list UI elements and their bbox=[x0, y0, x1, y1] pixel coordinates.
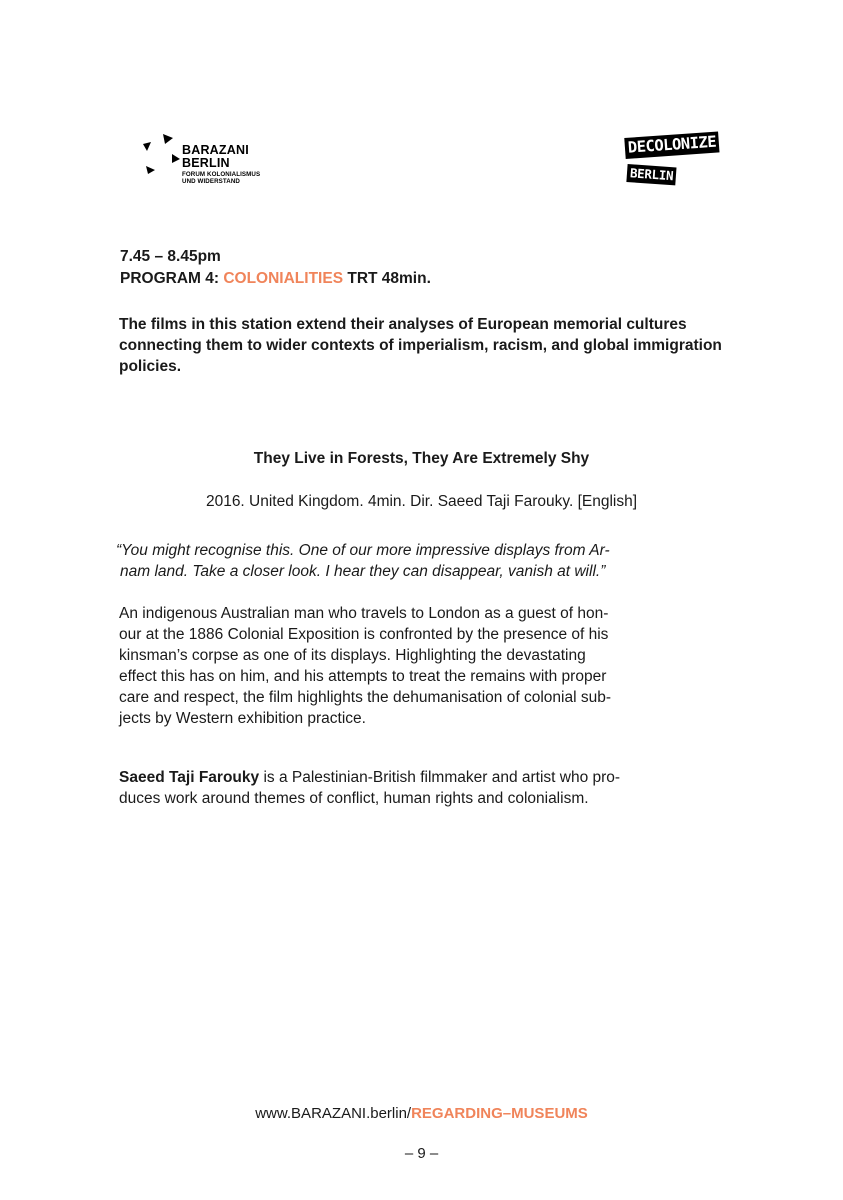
synopsis-line: jects by Western exhibition practice. bbox=[119, 710, 366, 727]
director-name: Saeed Taji Farouky bbox=[119, 769, 260, 786]
bio-text: is a Palestinian-British filmmaker and artist who pro- bbox=[259, 769, 621, 786]
logo-line-berlin: BERLIN bbox=[182, 156, 230, 170]
director-bio bbox=[119, 767, 729, 809]
synopsis-line: effect this has on him, and his attempts to treat the remains with proper bbox=[119, 668, 607, 685]
program-prefix: PROGRAM 4: bbox=[120, 270, 224, 287]
bio-line bbox=[119, 767, 729, 788]
film-meta: 2016. United Kingdom. 4min. Dir. Saeed Taji Farouky. [English] bbox=[205, 493, 638, 510]
footer-url-path[interactable]: REGARDING–MUSEUMS bbox=[411, 1105, 588, 1122]
logo-line-barazani: BARAZANI bbox=[182, 143, 249, 157]
triangle-burst-icon bbox=[140, 132, 180, 180]
synopsis-line: care and respect, the film highlights the dehumanisation of colonial sub- bbox=[119, 689, 611, 706]
page-number: – 9 – bbox=[404, 1145, 439, 1162]
logo-subline-2: UND WIDERSTAND bbox=[182, 178, 240, 185]
logo-decolonize: DECOLONIZE bbox=[624, 131, 720, 159]
logo-subline-1: FORUM KOLONIALISMUS bbox=[182, 171, 261, 178]
program-time: 7.45 – 8.45pm bbox=[120, 248, 221, 265]
synopsis-line: kinsman’s corpse as one of its displays. Highlighting the devastating bbox=[119, 647, 586, 664]
program-intro: The films in this station extend their analyses of European memorial cultures connecting them to wider contexts of imperialism, racism, and global immigration policies. bbox=[119, 316, 722, 375]
barazani-logo bbox=[140, 132, 280, 194]
program-heading bbox=[120, 270, 431, 288]
film-title: They Live in Forests, They Are Extremely Shy bbox=[253, 450, 590, 467]
footer-url[interactable] bbox=[0, 1105, 843, 1122]
program-name: COLONIALITIES bbox=[223, 270, 344, 287]
film-synopsis bbox=[119, 603, 719, 729]
logo-berlin: BERLIN bbox=[626, 164, 676, 185]
decolonize-berlin-logo bbox=[625, 132, 717, 190]
program-runtime: TRT 48min. bbox=[343, 270, 431, 287]
quote-line: “You might recognise this. One of our more impressive displays from Ar- bbox=[116, 542, 610, 559]
synopsis-line: our at the 1886 Colonial Exposition is confronted by the presence of his bbox=[119, 626, 609, 643]
bio-line: duces work around themes of conflict, human rights and colonialism. bbox=[119, 790, 589, 807]
film-quote bbox=[116, 540, 716, 582]
footer-url-domain[interactable]: www.BARAZANI.berlin/ bbox=[255, 1105, 412, 1122]
synopsis-line: An indigenous Australian man who travels to London as a guest of hon- bbox=[119, 605, 609, 622]
quote-line: nam land. Take a closer look. I hear they can disappear, vanish at will.” bbox=[120, 563, 606, 580]
